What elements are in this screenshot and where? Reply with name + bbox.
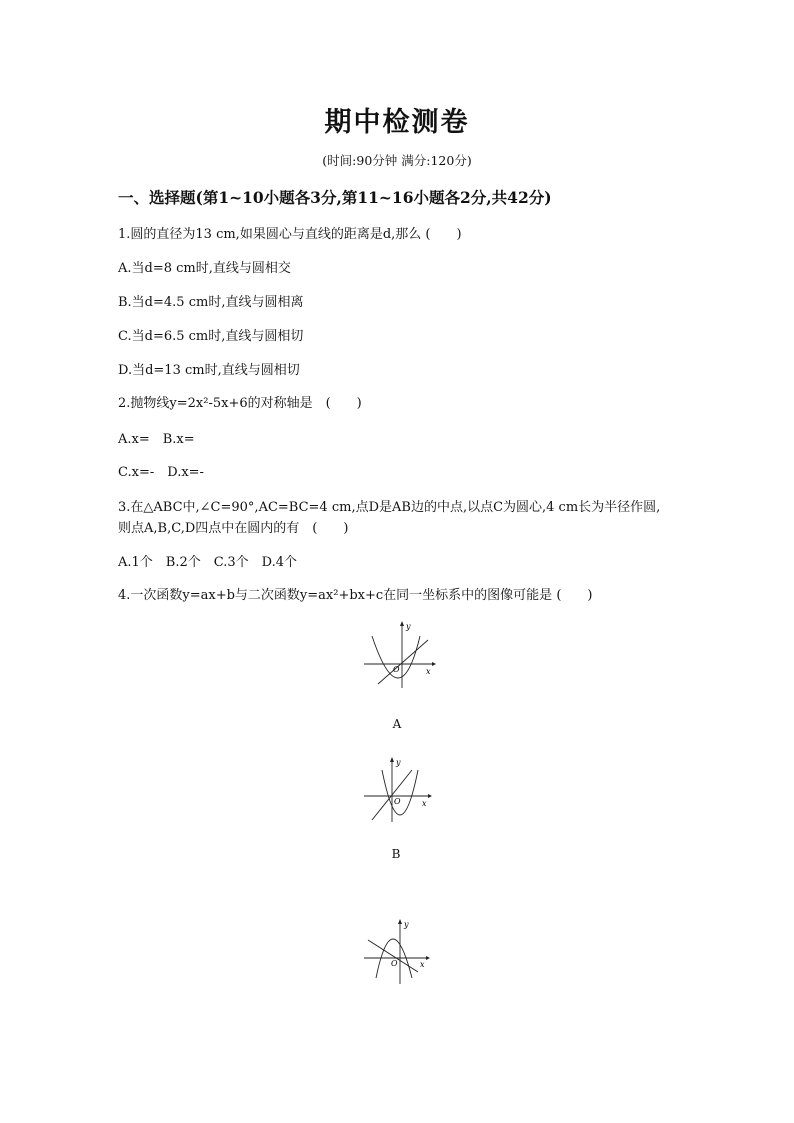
page-title: 期中检测卷: [324, 107, 470, 138]
y-axis-arrow: [400, 621, 404, 626]
section-heading: 一、选择题(第1~10小题各3分,第11~16小题各2分,共42分): [118, 188, 552, 207]
figure-c-graph: [362, 918, 436, 988]
origin-label: O: [391, 959, 398, 968]
x-axis-arrow: [428, 794, 432, 798]
y-axis-label: y: [396, 758, 401, 767]
question-3-stem-continued: 则点A,B,C,D四点中在圆内的有 ( ): [118, 521, 349, 536]
question-1-option-d: D.当d=13 cm时,直线与圆相切: [118, 363, 300, 378]
figure-b-caption: B: [391, 847, 401, 861]
question-1-option-b: B.当d=4.5 cm时,直线与圆相离: [118, 295, 304, 310]
question-2-options-cd: C.x=- D.x=-: [118, 465, 204, 480]
y-axis-arrow: [398, 919, 402, 924]
question-1-stem: 1.圆的直径为13 cm,如果圆心与直线的距离是d,那么 ( ): [118, 227, 462, 242]
origin-label: O: [394, 797, 401, 806]
x-axis-label: x: [420, 960, 425, 969]
y-axis-label: y: [406, 622, 411, 631]
parabola: [382, 770, 418, 815]
x-axis-label: x: [426, 667, 431, 676]
question-2-options-ab: A.x= B.x=: [118, 432, 195, 447]
y-axis-label: y: [404, 920, 409, 929]
question-1-option-c: C.当d=6.5 cm时,直线与圆相切: [118, 329, 304, 344]
figure-a-caption: A: [392, 717, 402, 731]
x-axis-arrow: [426, 956, 430, 960]
question-3-options: A.1个 B.2个 C.3个 D.4个: [118, 555, 297, 570]
y-axis-arrow: [390, 757, 394, 762]
question-3-stem: 3.在△ABC中,∠C=90°,AC=BC=4 cm,点D是AB边的中点,以点C为圆心,4 cm长为半径作圆,: [118, 500, 661, 515]
figure-a-graph: [362, 620, 436, 690]
question-4-stem: 4.一次函数y=ax+b与二次函数y=ax²+bx+c在同一坐标系中的图像可能是 ( ): [118, 588, 593, 603]
question-2-stem: 2.抛物线y=2x²-5x+6的对称轴是 ( ): [118, 396, 362, 411]
figure-b-graph: [362, 756, 436, 826]
x-axis-label: x: [422, 799, 427, 808]
exam-info: (时间:90分钟 满分:120分): [322, 153, 472, 168]
origin-label: O: [393, 665, 400, 674]
linear-function-line: [378, 640, 428, 684]
question-1-option-a: A.当d=8 cm时,直线与圆相交: [118, 261, 291, 276]
x-axis-arrow: [432, 662, 436, 666]
